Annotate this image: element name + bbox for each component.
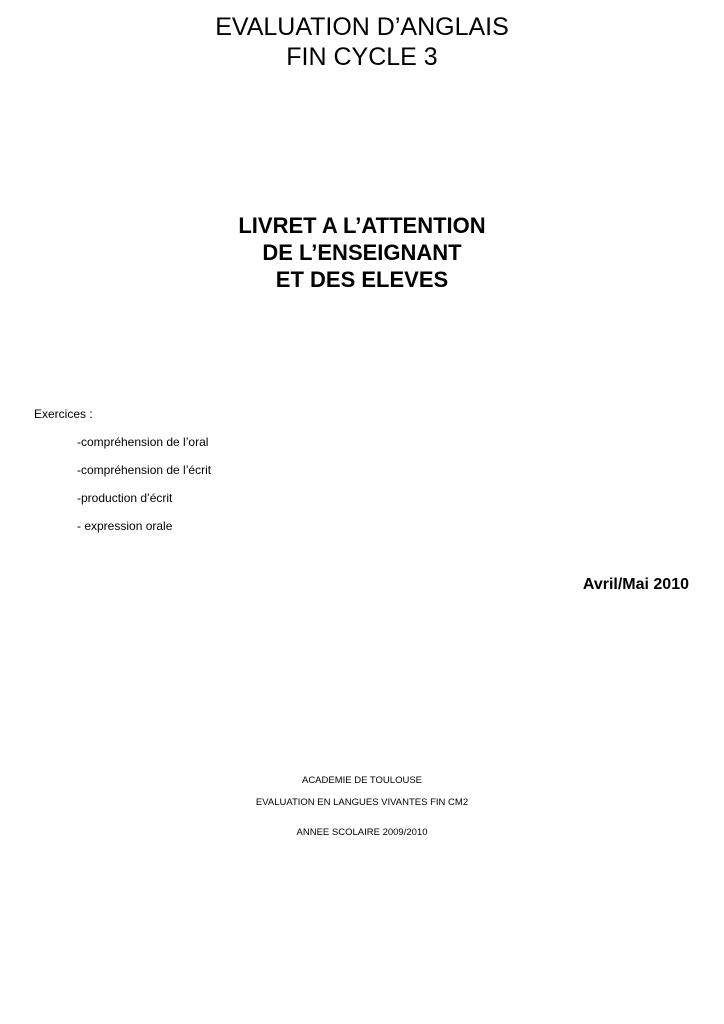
exercise-item-oral-comprehension: -compréhension de l’oral [77,435,209,449]
footer-academy: ACADEMIE DE TOULOUSE [301,775,422,786]
title-line-1: EVALUATION D’ANGLAIS [215,13,509,41]
footer-evaluation: EVALUATION EN LANGUES VIVANTES FIN CM2 [255,797,469,808]
subtitle-line-2: DE L’ENSEIGNANT [262,240,462,265]
exercise-item-written-comprehension: -compréhension de l’écrit [77,463,212,477]
document-date: Avril/Mai 2010 [582,576,689,593]
subtitle-line-3: ET DES ELEVES [275,267,449,292]
exercises-section [34,406,434,546]
footer-school-year: ANNEE SCOLAIRE 2009/2010 [296,827,428,838]
document-subtitle [0,212,724,293]
document-title [0,12,724,72]
title-line-2: FIN CYCLE 3 [286,43,438,71]
exercises-heading: Exercices : [34,407,93,421]
subtitle-line-1: LIVRET A L’ATTENTION [238,213,486,238]
document-footer [0,774,724,848]
exercise-item-oral-expression: - expression orale [77,519,173,533]
exercise-item-written-production: -production d’écrit [77,491,173,505]
